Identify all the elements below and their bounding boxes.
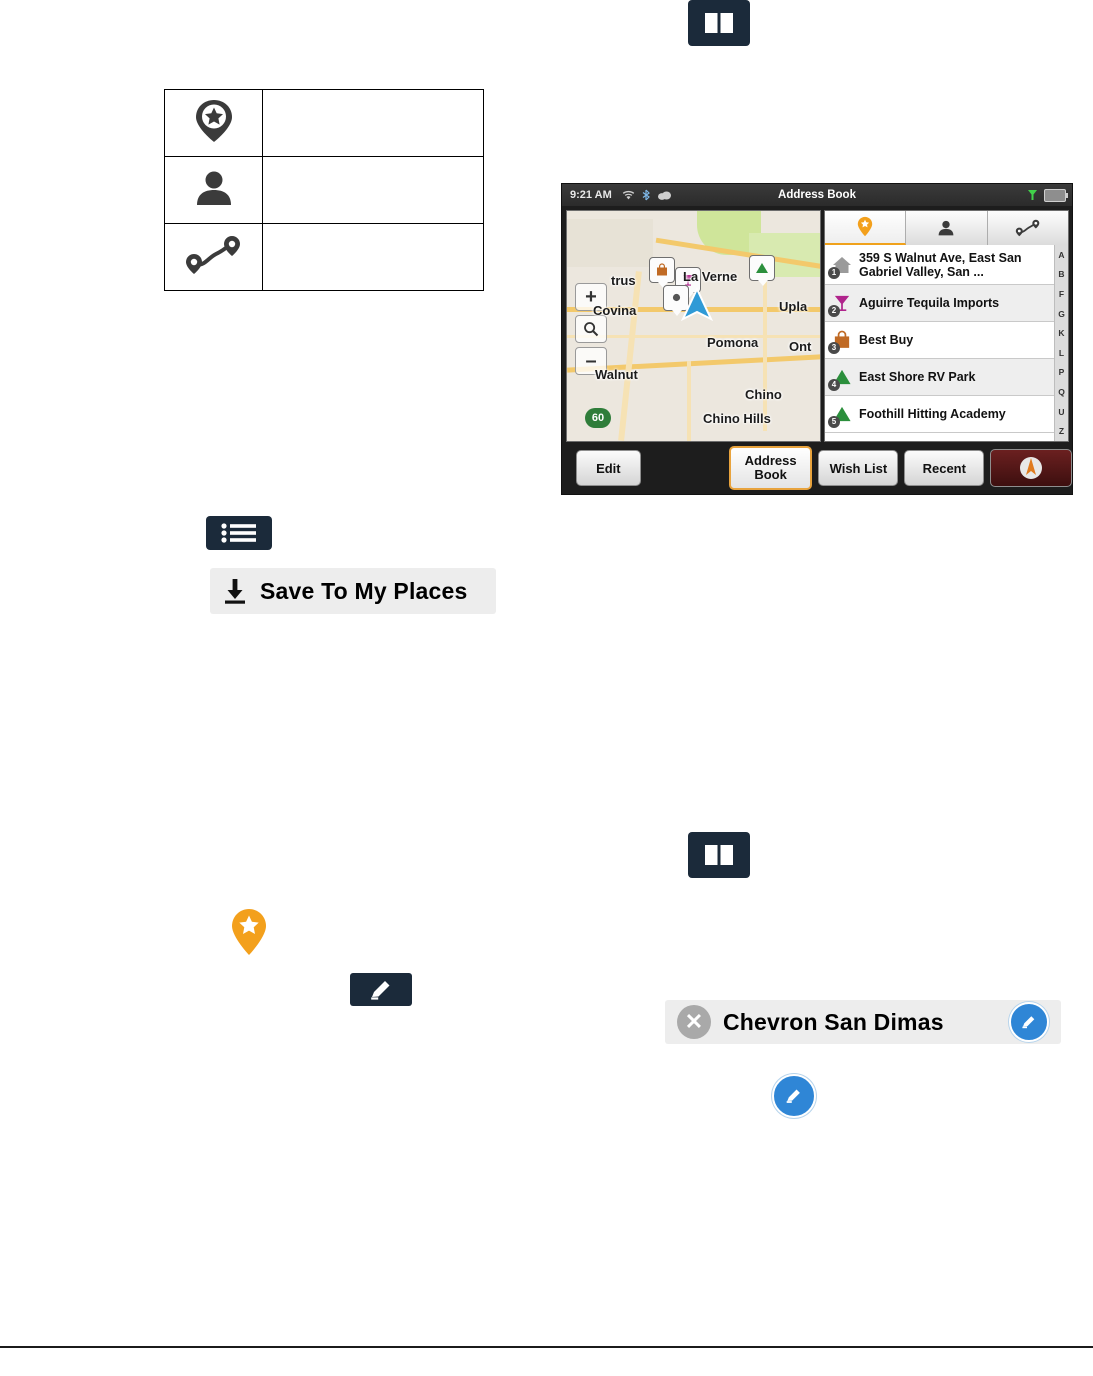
legend-description bbox=[263, 224, 484, 291]
tent-icon bbox=[829, 401, 855, 427]
edit-pencil-button-blue[interactable] bbox=[772, 1074, 816, 1118]
save-to-my-places-button[interactable] bbox=[210, 568, 496, 614]
address-book-rows bbox=[825, 245, 1068, 433]
download-save-icon bbox=[222, 577, 248, 605]
device-status-bar bbox=[562, 184, 1072, 206]
map-label: trus bbox=[611, 273, 636, 288]
compass-button[interactable] bbox=[990, 449, 1072, 487]
icon-legend-table bbox=[164, 89, 484, 291]
sidebar-item-trips[interactable] bbox=[988, 211, 1068, 245]
alpha-index-letter[interactable]: A bbox=[1058, 249, 1065, 260]
address-book-icon-button-lower[interactable] bbox=[688, 832, 750, 878]
row-number: 3 bbox=[828, 342, 840, 354]
device-bottom-toolbar bbox=[562, 442, 1072, 494]
alpha-index-letter[interactable]: F bbox=[1058, 288, 1065, 299]
list-item[interactable] bbox=[825, 359, 1068, 396]
save-to-my-places-label: Save To My Places bbox=[260, 577, 468, 604]
shopping-bag-icon bbox=[655, 263, 669, 277]
alpha-index-letter[interactable]: U bbox=[1058, 406, 1065, 417]
map-label: Ont bbox=[789, 339, 812, 354]
list-item-label: 359 S Walnut Ave, East San Gabriel Valley, San ... bbox=[859, 250, 1022, 279]
legend-icon-my-places bbox=[165, 90, 263, 157]
table-row bbox=[165, 90, 484, 157]
address-book-icon-button-top[interactable] bbox=[688, 0, 750, 46]
row-number: 4 bbox=[828, 379, 840, 391]
map-road bbox=[687, 361, 691, 442]
row-number: 1 bbox=[828, 267, 840, 279]
map-label: Chino bbox=[745, 387, 782, 402]
route-trip-icon bbox=[1013, 218, 1043, 238]
highway-shield: 60 bbox=[585, 408, 611, 428]
list-item-label: Best Buy bbox=[859, 333, 914, 347]
place-name-label: Chevron San Dimas bbox=[723, 1008, 944, 1035]
alphabet-index-scrollbar[interactable] bbox=[1054, 245, 1068, 441]
edit-pencil-button-dark[interactable] bbox=[350, 973, 412, 1006]
list-item[interactable] bbox=[825, 322, 1068, 359]
legend-description bbox=[263, 157, 484, 224]
list-item-label: Foothill Hitting Academy bbox=[859, 407, 1006, 421]
edit-pencil-icon bbox=[784, 1086, 804, 1106]
list-item[interactable] bbox=[825, 285, 1068, 322]
my-places-star-pin bbox=[228, 907, 270, 964]
list-item-label: East Shore RV Park bbox=[859, 370, 976, 384]
place-name-bar[interactable] bbox=[665, 1000, 1061, 1044]
alpha-index-letter[interactable]: K bbox=[1058, 328, 1065, 339]
map-search-button[interactable] bbox=[575, 315, 607, 343]
home-icon bbox=[829, 252, 855, 278]
list-menu-icon bbox=[220, 523, 258, 543]
battery-icon bbox=[1044, 189, 1066, 202]
map-road bbox=[763, 271, 767, 431]
map-pane[interactable] bbox=[566, 210, 821, 442]
list-tabs bbox=[825, 211, 1068, 245]
contact-person-icon bbox=[936, 218, 956, 238]
alpha-index-letter[interactable]: Z bbox=[1058, 426, 1065, 437]
address-book-button[interactable]: Address Book bbox=[729, 446, 813, 490]
my-places-pin-icon bbox=[191, 97, 237, 145]
address-book-list-pane bbox=[824, 210, 1069, 442]
map-label: La Verne bbox=[683, 269, 738, 284]
compass-icon bbox=[1018, 455, 1044, 481]
alpha-index-letter[interactable]: L bbox=[1058, 347, 1065, 358]
edit-place-button[interactable] bbox=[1009, 1002, 1049, 1042]
map-label: Walnut bbox=[595, 367, 638, 382]
footer-divider bbox=[0, 1346, 1093, 1348]
tent-icon bbox=[829, 364, 855, 390]
status-time: 9:21 AM bbox=[570, 189, 612, 201]
alpha-index-letter[interactable]: B bbox=[1058, 269, 1065, 280]
zoom-in-button[interactable]: + bbox=[575, 283, 607, 311]
legend-icon-trips bbox=[165, 224, 263, 291]
list-item[interactable] bbox=[825, 396, 1068, 433]
route-trip-icon bbox=[182, 232, 246, 278]
tent-icon bbox=[755, 261, 769, 275]
alpha-index-letter[interactable]: Q bbox=[1058, 386, 1065, 397]
list-menu-icon-button[interactable] bbox=[206, 516, 272, 550]
current-position-marker bbox=[677, 285, 717, 330]
map-label: Pomona bbox=[707, 335, 759, 350]
map-label: Upla bbox=[779, 299, 808, 314]
sidebar-item-my-places[interactable] bbox=[825, 211, 906, 245]
search-icon bbox=[583, 321, 599, 337]
edit-pencil-icon bbox=[1020, 1013, 1038, 1031]
map-poi-shopping[interactable] bbox=[649, 257, 675, 283]
table-row bbox=[165, 157, 484, 224]
wish-list-button[interactable]: Wish List bbox=[818, 450, 898, 486]
list-item[interactable] bbox=[825, 245, 1068, 285]
map-label: Covina bbox=[593, 303, 637, 318]
table-row bbox=[165, 224, 484, 291]
recent-button[interactable]: Recent bbox=[904, 450, 984, 486]
edit-pencil-icon bbox=[368, 977, 394, 1003]
map-label: Chino Hills bbox=[703, 411, 771, 426]
sidebar-item-contacts[interactable] bbox=[906, 211, 987, 245]
address-book-icon bbox=[704, 11, 734, 35]
address-book-icon bbox=[704, 843, 734, 867]
my-places-pin-icon bbox=[856, 216, 874, 238]
land-area bbox=[567, 219, 653, 267]
legend-description bbox=[263, 90, 484, 157]
map-poi-tent[interactable] bbox=[749, 255, 775, 281]
my-places-star-pin-icon bbox=[228, 907, 270, 959]
contact-person-icon bbox=[191, 165, 237, 211]
map-road bbox=[618, 271, 642, 441]
list-item-label: Aguirre Tequila Imports bbox=[859, 296, 1000, 310]
shopping-bag-icon bbox=[829, 327, 855, 353]
signal-icon bbox=[1027, 189, 1038, 201]
row-number: 2 bbox=[828, 305, 840, 317]
device-screenshot bbox=[561, 183, 1073, 495]
edit-button[interactable]: Edit bbox=[576, 450, 641, 486]
zoom-out-button[interactable]: – bbox=[575, 347, 607, 375]
close-circle-icon[interactable]: ✕ bbox=[677, 1005, 711, 1039]
navigation-arrow-icon bbox=[677, 285, 717, 325]
legend-icon-contacts bbox=[165, 157, 263, 224]
bar-glass-icon bbox=[829, 290, 855, 316]
device-screen-title: Address Book bbox=[778, 189, 856, 201]
alpha-index-letter[interactable]: P bbox=[1058, 367, 1065, 378]
alpha-index-letter[interactable]: G bbox=[1058, 308, 1065, 319]
row-number: 5 bbox=[828, 416, 840, 428]
